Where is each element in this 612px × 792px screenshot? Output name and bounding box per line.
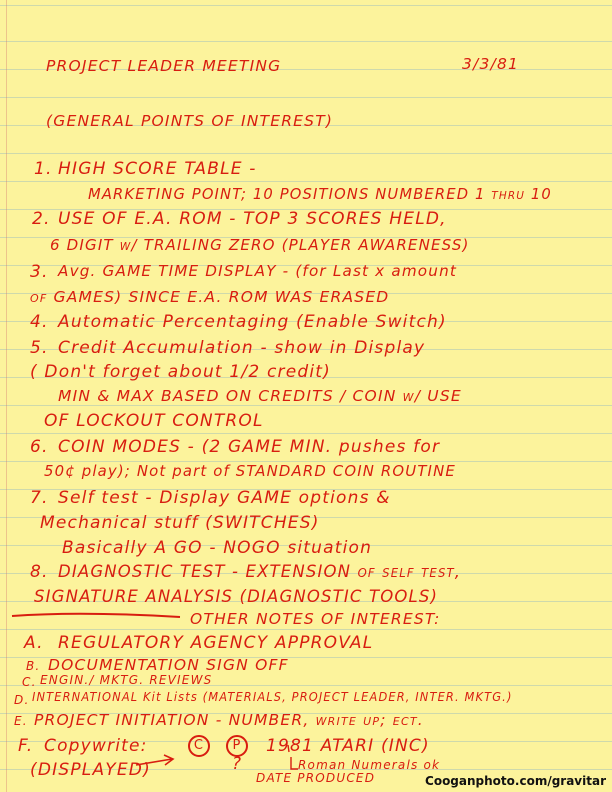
note-c-text: ENGIN./ MKTG. REVIEWS	[40, 673, 213, 687]
item-5-line-4: OF LOCKOUT CONTROL	[44, 411, 264, 431]
page-subtitle: (GENERAL POINTS OF INTEREST)	[46, 112, 334, 130]
note-d-text: INTERNATIONAL Kit Lists (MATERIALS, PROJECT LEADER, INTER. MKTG.)	[32, 690, 513, 704]
note-letter-f: F.	[18, 736, 34, 756]
item-7-line-1: Self test - Display GAME options &	[58, 488, 391, 508]
note-e-text: PROJECT INITIATION - NUMBER, write up; ect.	[34, 711, 424, 729]
displayed-note: (DISPLAYED)	[30, 760, 151, 780]
phonogram-p-icon: P	[226, 735, 248, 757]
item-7-line-3: Basically A GO - NOGO situation	[62, 538, 373, 558]
item-6-line-2: 50¢ play); Not part of STANDARD COIN ROUTINE	[44, 462, 456, 480]
item-number-1: 1.	[34, 159, 53, 179]
note-letter-b: B.	[26, 659, 41, 673]
item-8-line-1: DIAGNOSTIC TEST - EXTENSION of self test,	[58, 562, 462, 582]
note-letter-a: A.	[24, 633, 44, 653]
note-b-text: DOCUMENTATION SIGN OFF	[48, 656, 289, 674]
item-3-line-1: Avg. GAME TIME DISPLAY - (for Last x amount	[58, 262, 458, 280]
note-letter-e: E.	[14, 714, 28, 728]
item-number-7: 7.	[30, 488, 49, 508]
page-title: PROJECT LEADER MEETING	[46, 57, 282, 75]
item-number-2: 2.	[32, 209, 51, 229]
item-number-8: 8.	[30, 562, 49, 582]
item-5-line-3: MIN & MAX BASED ON CREDITS / COIN w/ USE	[58, 387, 462, 405]
roman-numerals-note: Roman Numerals ok	[298, 758, 441, 772]
meeting-date: 3/3/81	[462, 55, 520, 73]
item-number-5: 5.	[30, 338, 49, 358]
photo-credit: Cooganphoto.com/gravitar	[425, 774, 606, 788]
item-4-line-1: Automatic Percentaging (Enable Switch)	[58, 312, 447, 332]
divider-stroke	[12, 614, 180, 617]
item-5-line-2: ( Don't forget about 1/2 credit)	[30, 362, 331, 382]
item-1-line-1: HIGH SCORE TABLE -	[58, 159, 257, 179]
question-mark: ?	[232, 754, 243, 774]
roman-arrow-line	[291, 757, 298, 769]
copyright-c-icon: C	[188, 735, 210, 757]
date-produced-note: DATE PRODUCED	[256, 771, 376, 785]
item-number-4: 4.	[30, 312, 49, 332]
note-a-text: REGULATORY AGENCY APPROVAL	[58, 633, 374, 653]
item-3-line-2: of GAMES) SINCE E.A. ROM WAS ERASED	[30, 288, 390, 306]
other-notes-header: OTHER NOTES OF INTEREST:	[190, 610, 441, 628]
note-f-copywrite: Copywrite:	[44, 736, 148, 756]
note-letter-c: C.	[22, 675, 37, 689]
item-number-6: 6.	[30, 437, 49, 457]
item-8-line-2: SIGNATURE ANALYSIS (DIAGNOSTIC TOOLS)	[34, 587, 439, 607]
item-7-line-2: Mechanical stuff (SWITCHES)	[40, 513, 320, 533]
item-2-line-2: 6 DIGIT w/ TRAILING ZERO (PLAYER AWARENESS)	[50, 236, 470, 254]
item-5-line-1: Credit Accumulation - show in Display	[58, 338, 426, 358]
note-letter-d: D.	[14, 693, 30, 707]
item-6-line-1: COIN MODES - (2 GAME MIN. pushes for	[58, 437, 441, 457]
note-f-atari: 1981 ATARI (INC)	[266, 736, 430, 756]
atari-question-tick	[288, 745, 289, 752]
item-1-line-2: MARKETING POINT; 10 POSITIONS NUMBERED 1 thru 10	[88, 185, 552, 203]
item-2-line-1: USE OF E.A. ROM - TOP 3 SCORES HELD,	[58, 209, 447, 229]
item-number-3: 3.	[30, 262, 49, 282]
